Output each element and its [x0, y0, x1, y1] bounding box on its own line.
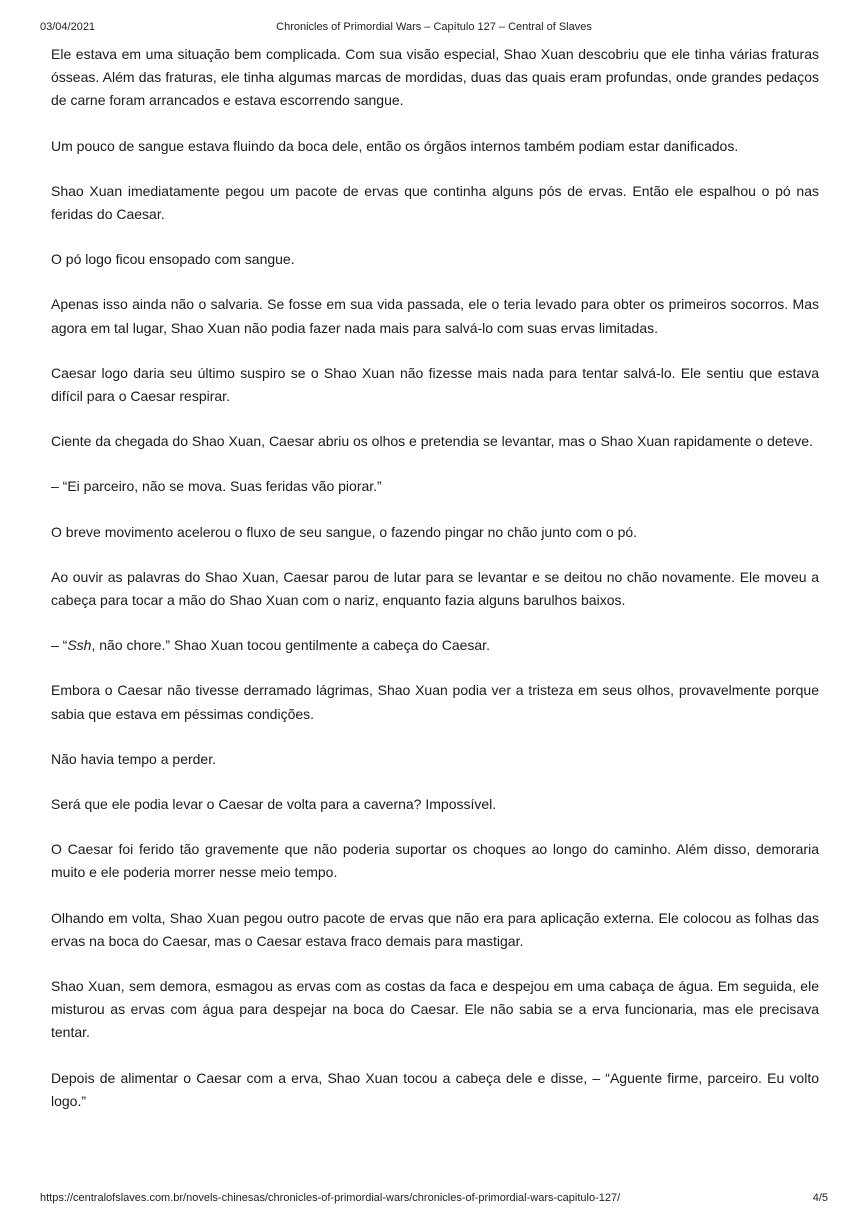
paragraph: Ao ouvir as palavras do Shao Xuan, Caesar parou de lutar para se levantar e se deitou no chão novamente. Ele moveu a cabeça para tocar a mão do Shao Xuan com o nariz, enquanto fazia alguns barulhos baixos.	[51, 568, 819, 609]
paragraph: O pó logo ficou ensopado com sangue.	[51, 251, 295, 268]
emphasis-text: Ssh	[67, 637, 92, 654]
chapter-content	[51, 43, 819, 1135]
paragraph: Embora o Caesar não tivesse derramado lágrimas, Shao Xuan podia ver a tristeza em seus olhos, provavelmente porque sabia que estava em péssimas condições.	[51, 682, 819, 722]
page-url[interactable]: https://centralofslaves.com.br/novels-chinesas/chronicles-of-primordial-wars/chronicles-of-primordial-wars-capitulo-127/	[40, 1192, 621, 1204]
page-title: Chronicles of Primordial Wars – Capítulo 127 – Central of Slaves	[276, 21, 592, 33]
page-number: 4/5	[812, 1192, 828, 1204]
paragraph: Depois de alimentar o Caesar com a erva, Shao Xuan tocou a cabeça dele e disse, – “Aguente firme, parceiro. Eu volto logo.”	[51, 1069, 819, 1109]
print-date: 03/04/2021	[40, 21, 96, 33]
paragraph: Shao Xuan imediatamente pegou um pacote de ervas que continha alguns pós de ervas. Então ele espalhou o pó nas feridas do Caesar.	[51, 182, 819, 223]
paragraph: Não havia tempo a perder.	[51, 750, 216, 767]
paragraph: Apenas isso ainda não o salvaria. Se fosse em sua vida passada, ele o teria levado para obter os primeiros socorros. Mas agora em tal lugar, Shao Xuan não podia fazer nada mais para salvá-lo com suas ervas limitadas.	[51, 296, 819, 336]
paragraph: O breve movimento acelerou o fluxo de seu sangue, o fazendo pingar no chão junto com o pó.	[51, 523, 638, 540]
dialogue-suffix: , não chore.” Shao Xuan tocou gentilmente a cabeça do Caesar.	[91, 637, 490, 654]
paragraph: Ciente da chegada do Shao Xuan, Caesar abriu os olhos e pretendia se levantar, mas o Shao Xuan rapidamente o deteve.	[51, 433, 813, 450]
paragraph: O Caesar foi ferido tão gravemente que não poderia suportar os choques ao longo do caminho. Além disso, demoraria muito e ele poderia morrer nesse meio tempo.	[51, 841, 819, 881]
dialogue-prefix: – “	[51, 637, 68, 654]
dialogue-paragraph	[51, 634, 819, 657]
paragraph: Será que ele podia levar o Caesar de volta para a caverna? Impossível.	[51, 796, 497, 813]
paragraph: Caesar logo daria seu último suspiro se o Shao Xuan não fizesse mais nada para tentar salvá-lo. Ele sentiu que estava difícil para o Caesar respirar.	[51, 364, 819, 405]
paragraph: Ele estava em uma situação bem complicada. Com sua visão especial, Shao Xuan descobriu que ele tinha várias fraturas ósseas. Além das fraturas, ele tinha algumas marcas de mordidas, duas das quais eram profundas, onde grandes pedaços de carne foram arrancados e estava escorrendo sangue.	[51, 46, 819, 109]
paragraph: Um pouco de sangue estava fluindo da boca dele, então os órgãos internos também podiam estar danificados.	[51, 137, 739, 154]
dialogue-paragraph: – “Ei parceiro, não se mova. Suas feridas vão piorar.”	[51, 478, 382, 495]
paragraph: Shao Xuan, sem demora, esmagou as ervas com as costas da faca e despejou em uma cabaça de água. Em seguida, ele misturou as ervas com água para despejar na boca do Caesar. Ele não sabia se a erva funcionaria, mas ele precisava tentar.	[51, 978, 819, 1041]
paragraph: Olhando em volta, Shao Xuan pegou outro pacote de ervas que não era para aplicação externa. Ele colocou as folhas das ervas na boca do Caesar, mas o Caesar estava fraco demais para mastigar.	[51, 909, 819, 949]
